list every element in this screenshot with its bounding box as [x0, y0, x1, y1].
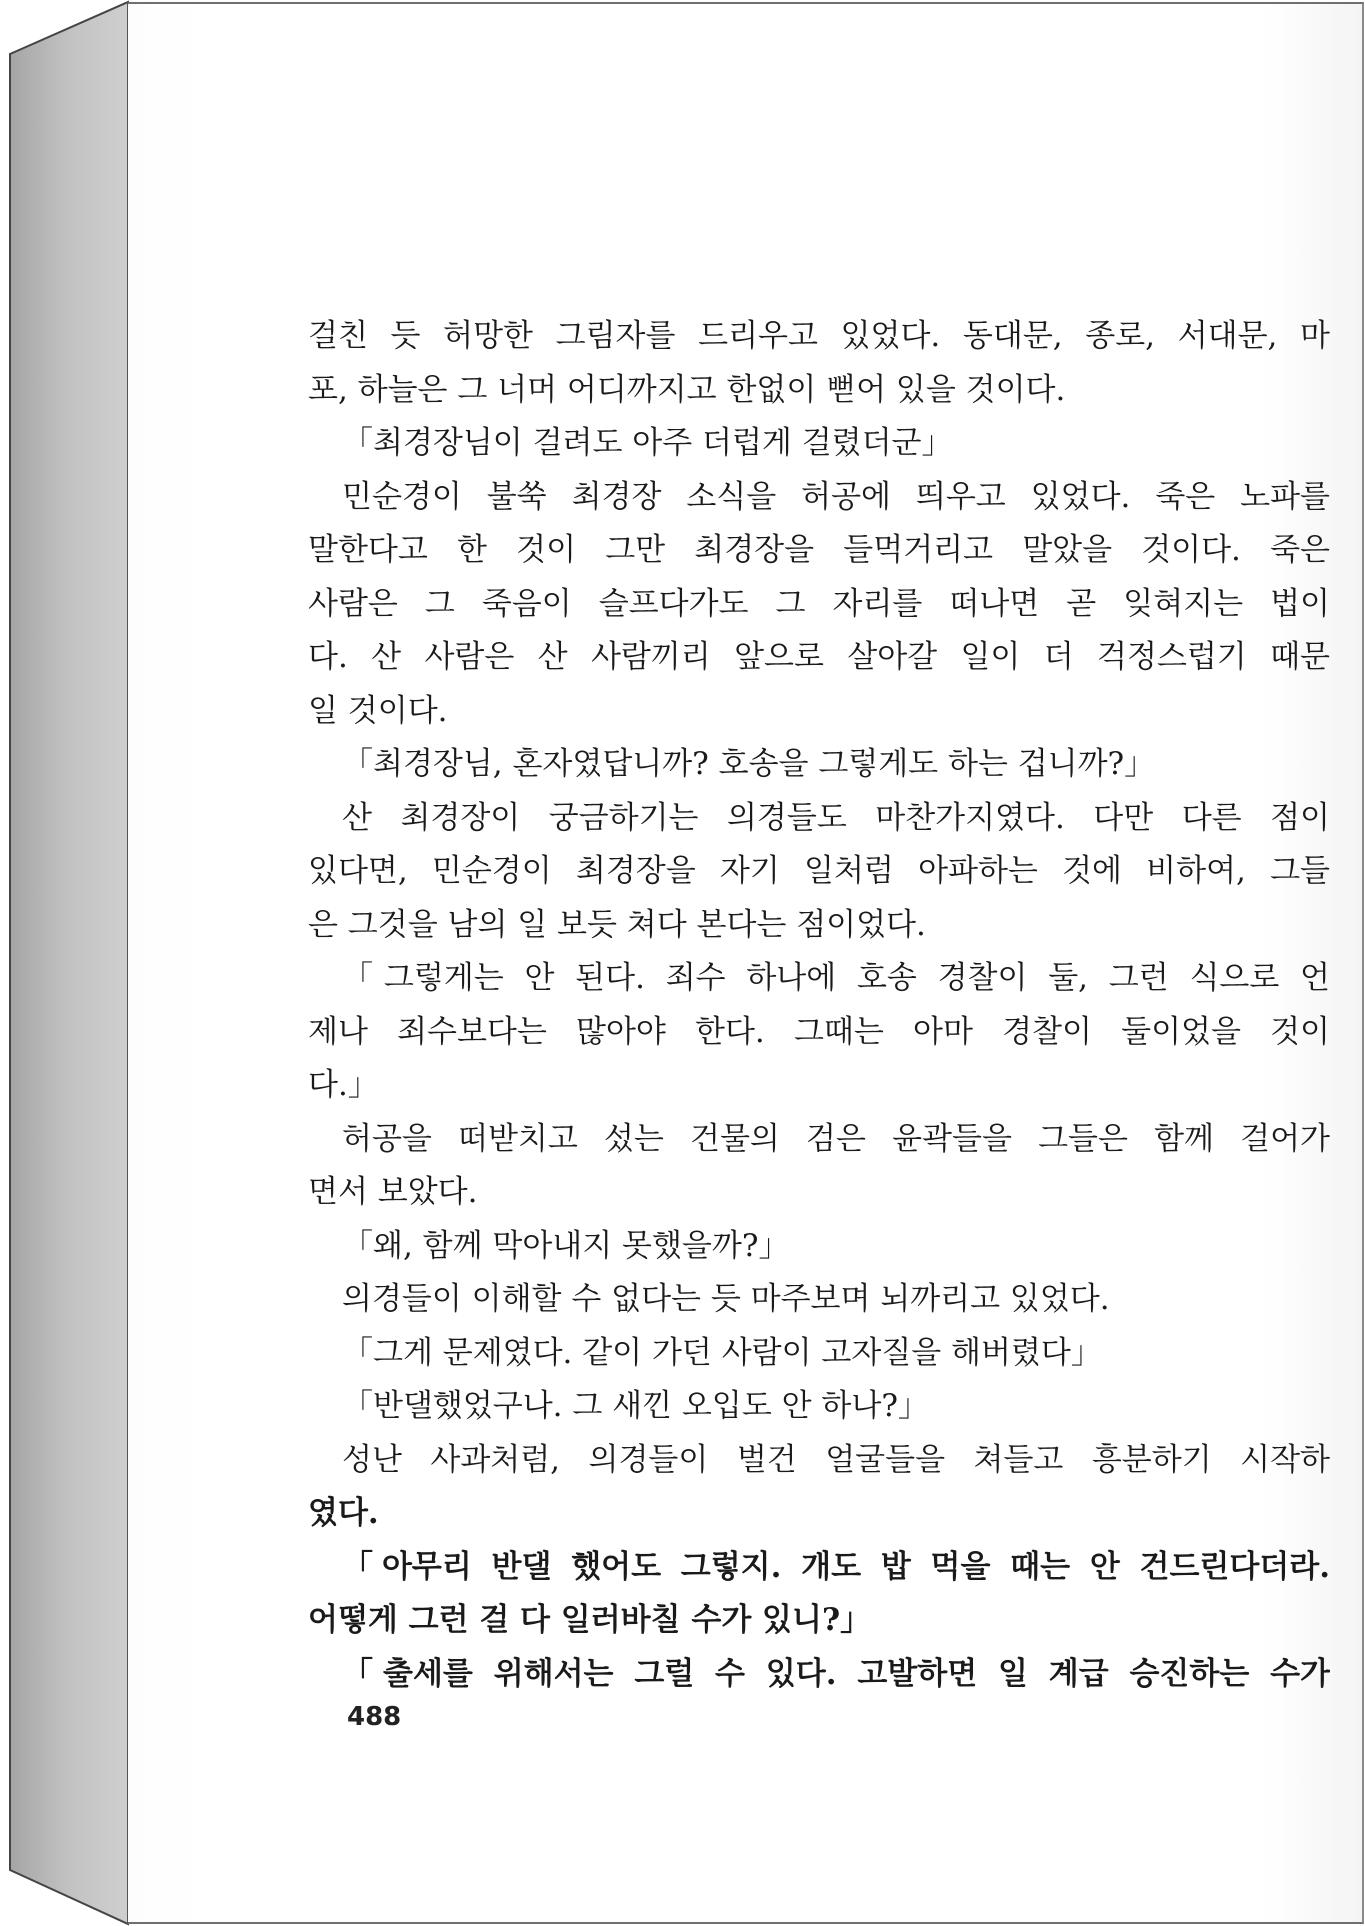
text-line: 허공을 떠받치고 섰는 건물의 검은 윤곽들을 그들은 함께 걸어가 — [342, 1120, 1330, 1157]
text-line: 면서 보았다. — [308, 1174, 478, 1210]
text-line: 「그렇게는 안 된다. 죄수 하나에 호송 경찰이 둘, 그런 식으로 언 — [342, 960, 1330, 996]
text-line: 걸친 듯 허망한 그림자를 드리우고 있었다. 동대문, 종로, 서대문, 마 — [308, 318, 1330, 354]
text-line: 「반댈했었구나. 그 새낀 오입도 안 하나?」 — [342, 1388, 929, 1424]
text-line: 민순경이 불쑥 최경장 소식을 허공에 띄우고 있었다. 죽은 노파를 — [342, 478, 1330, 515]
page-text — [308, 310, 1330, 1701]
text-line: 「최경장님, 혼자였답니까? 호송을 그렇게도 하는 겁니까?」 — [342, 746, 1156, 782]
text-line: 「아무리 반댈 했어도 그렇지. 개도 밥 먹을 때는 안 건드린다더라. — [342, 1548, 1330, 1585]
book-page — [128, 2, 1364, 1924]
text-line: 다. 산 사람은 산 사람끼리 앞으로 살아갈 일이 더 걱정스럽기 때문 — [308, 639, 1330, 675]
text-line: 어떻게 그런 걸 다 일러바칠 수가 있니?」 — [308, 1602, 872, 1638]
text-line: 사람은 그 죽음이 슬프다가도 그 자리를 떠나면 곧 잊혀지는 법이 — [308, 585, 1330, 622]
page-number: 488 — [347, 1702, 402, 1732]
book-spine — [0, 0, 130, 1926]
text-line: 말한다고 한 것이 그만 최경장을 들먹거리고 말았을 것이다. 죽은 — [308, 532, 1330, 568]
text-line: 제나 죄수보다는 많아야 한다. 그때는 아마 경찰이 둘이었을 것이 — [308, 1013, 1330, 1050]
text-line: 의경들이 이해할 수 없다는 듯 마주보며 뇌까리고 있었다. — [342, 1281, 1110, 1317]
text-line: 다.」 — [308, 1067, 379, 1103]
text-line: 포, 하늘은 그 너머 어디까지고 한없이 뻗어 있을 것이다. — [308, 371, 1066, 408]
text-line: 「출세를 위해서는 그럴 수 있다. 고발하면 일 계급 승진하는 수가 — [342, 1655, 1330, 1692]
text-line: 산 최경장이 궁금하기는 의경들도 마찬가지였다. 다만 다른 점이 — [342, 799, 1330, 836]
text-line: 「왜, 함께 막아내지 못했을까?」 — [342, 1227, 790, 1264]
text-line: 있다면, 민순경이 최경장을 자기 일처럼 아파하는 것에 비하여, 그들 — [308, 853, 1330, 889]
text-line: 「그게 문제였다. 같이 가던 사람이 고자질을 해버렸다」 — [342, 1334, 1102, 1371]
text-line: 였다. — [308, 1495, 379, 1531]
text-line: 성난 사과처럼, 의경들이 벌건 얼굴들을 쳐들고 흥분하기 시작하 — [342, 1441, 1330, 1478]
text-line: 일 것이다. — [308, 692, 448, 729]
text-line: 은 그것을 남의 일 보듯 쳐다 본다는 점이었다. — [308, 906, 926, 943]
text-line: 「최경장님이 걸려도 아주 더럽게 걸렸더군」 — [342, 425, 953, 461]
